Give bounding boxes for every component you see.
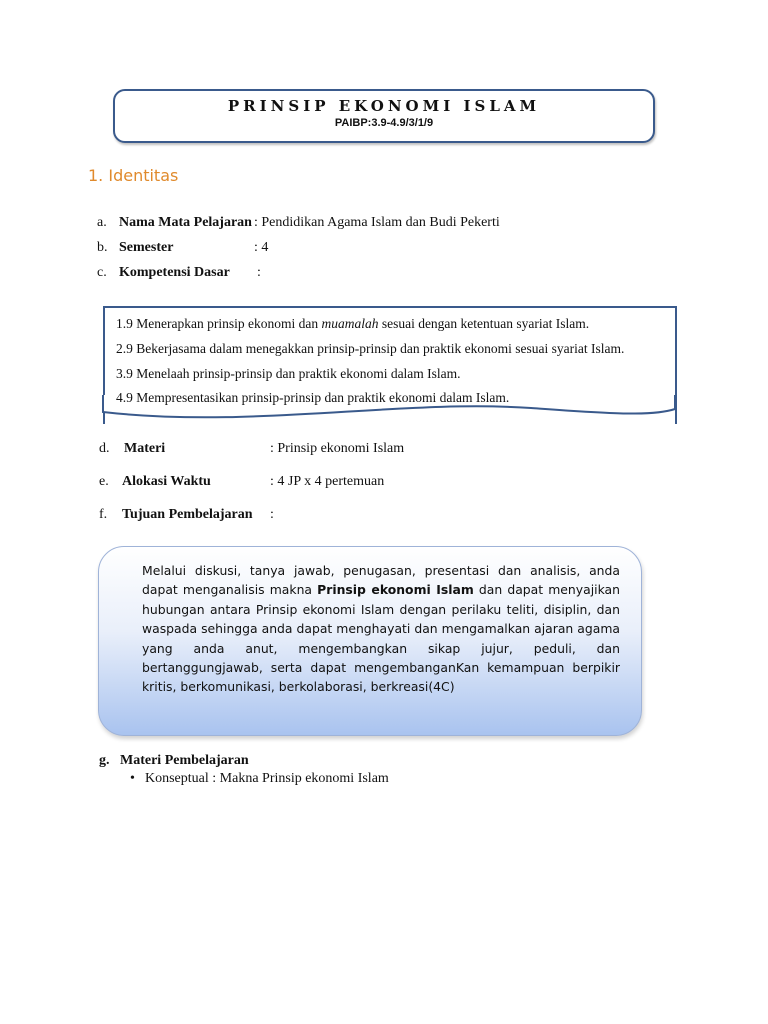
row-label: Materi Pembelajaran [120,753,249,768]
row-value: : [270,507,274,522]
materi-list-item [130,771,389,787]
row-label: Kompetensi Dasar [119,265,230,280]
row-label: Alokasi Waktu [122,474,211,489]
kompetensi-item-1 [116,316,589,332]
tujuan-part-1: Melalui diskusi, tanya jawab, penugasan, presentasi dan analisis, anda dapat menganalisis makna [142,563,620,598]
row-label: Semester [119,240,174,255]
row-label: Tujuan Pembelajaran [122,507,253,522]
row-letter: b. [97,240,108,255]
row-letter: c. [97,265,107,280]
kompetensi-item-1-post: sesuai dengan ketentuan syariat Islam. [378,316,590,331]
row-value: : Pendidikan Agama Islam dan Budi Pekerti [254,215,500,230]
row-label: Nama Mata Pelajaran [119,215,252,230]
kompetensi-item-2: 2.9 Bekerjasama dalam menegakkan prinsip-prinsip dan praktik ekonomi sesuai syariat Islam. [116,341,625,356]
document-title: PRINSIP EKONOMI ISLAM [227,97,541,115]
row-letter: a. [97,215,107,230]
row-letter: d. [99,441,110,456]
row-value: : [257,265,261,280]
tujuan-bold: Prinsip ekonomi Islam [317,582,474,598]
section-heading: 1. Identitas [88,166,179,185]
row-value: : Prinsip ekonomi Islam [270,441,405,456]
row-letter: f. [99,507,108,522]
materi-item-text: Konseptual : Makna Prinsip ekonomi Islam [145,771,389,786]
kompetensi-item-4: 4.9 Mempresentasikan prinsip-prinsip dan praktik ekonomi dalam Islam. [116,390,510,405]
title-box [113,89,655,143]
row-value: : 4 [254,240,269,255]
document-code: PAIBP:3.9-4.9/3/1/9 [334,117,434,129]
kompetensi-item-3: 3.9 Menelaah prinsip-prinsip dan praktik ekonomi dalam Islam. [116,366,461,381]
row-value: : 4 JP x 4 pertemuan [270,474,385,489]
tujuan-pembelajaran-text [142,561,620,697]
row-letter: g. [99,753,110,768]
row-letter: e. [99,474,109,489]
tujuan-part-2: dan dapat menyajikan hubungan antara Prinsip ekonomi Islam dengan perilaku teliti, disiplin, dan waspada sehingga anda dapat menghayati dan mengamalkan ajaran agama yang anda anut, mengembangkan sikap jujur, peduli, dan bertanggungjawab, serta dapat mengembanganKan kemampuan berpikir kritis, berkomunikasi, berkolaborasi, berkreasi(4C) [142,582,620,695]
kompetensi-item-1-pre: 1.9 Menerapkan prinsip ekonomi dan [116,316,322,331]
bullet-icon: • [130,771,135,786]
kompetensi-item-1-em: muamalah [321,316,379,331]
row-label: Materi [124,441,166,456]
